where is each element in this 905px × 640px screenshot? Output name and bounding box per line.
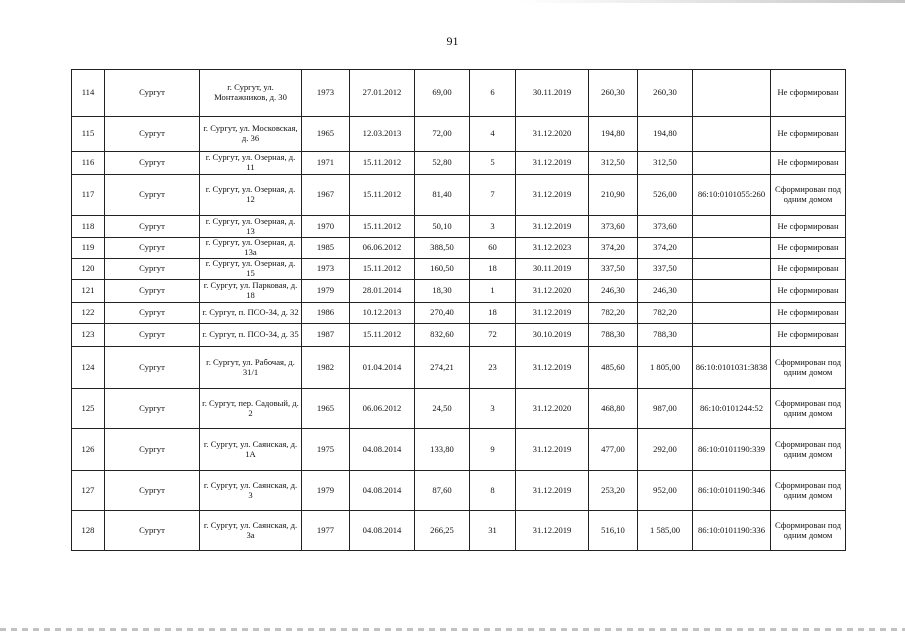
cell-city: Сургут <box>105 324 200 347</box>
table-row <box>72 117 846 152</box>
cell-year: 1970 <box>302 216 350 238</box>
cell-city: Сургут <box>105 280 200 303</box>
cell-area: 87,60 <box>415 471 470 511</box>
table-row <box>72 303 846 324</box>
cell-value2: 337,50 <box>638 259 693 280</box>
cell-date2: 30.10.2019 <box>516 324 589 347</box>
cell-date2: 30.11.2019 <box>516 70 589 117</box>
cell-date1: 27.01.2012 <box>350 70 415 117</box>
cell-count: 18 <box>470 303 516 324</box>
table-row <box>72 347 846 389</box>
cell-status: Не сформирован <box>771 117 846 152</box>
cell-value2: 312,50 <box>638 152 693 175</box>
cell-date2: 31.12.2019 <box>516 175 589 216</box>
cell-number: 128 <box>72 511 105 551</box>
cell-city: Сургут <box>105 429 200 471</box>
cell-date2: 31.12.2019 <box>516 347 589 389</box>
cell-date1: 15.11.2012 <box>350 259 415 280</box>
cell-city: Сургут <box>105 70 200 117</box>
cell-date1: 15.11.2012 <box>350 216 415 238</box>
cell-cadastral <box>693 117 771 152</box>
cell-date1: 04.08.2014 <box>350 511 415 551</box>
cell-status: Не сформирован <box>771 152 846 175</box>
cell-count: 9 <box>470 429 516 471</box>
table-row <box>72 70 846 117</box>
cell-count: 23 <box>470 347 516 389</box>
cell-status: Не сформирован <box>771 324 846 347</box>
cell-date1: 15.11.2012 <box>350 324 415 347</box>
table-row <box>72 429 846 471</box>
cell-year: 1985 <box>302 238 350 259</box>
cell-cadastral: 86:10:0101190:336 <box>693 511 771 551</box>
cell-status: Не сформирован <box>771 303 846 324</box>
table-row <box>72 238 846 259</box>
cell-number: 127 <box>72 471 105 511</box>
cell-status: Сформирован под одним домом <box>771 471 846 511</box>
cell-date2: 31.12.2020 <box>516 280 589 303</box>
cell-value1: 374,20 <box>589 238 638 259</box>
cell-cadastral: 86:10:0101190:339 <box>693 429 771 471</box>
cell-value2: 292,00 <box>638 429 693 471</box>
cell-area: 69,00 <box>415 70 470 117</box>
cell-date2: 31.12.2023 <box>516 238 589 259</box>
cell-year: 1979 <box>302 471 350 511</box>
cell-area: 52,80 <box>415 152 470 175</box>
cell-date1: 15.11.2012 <box>350 152 415 175</box>
cell-cadastral: 86:10:0101055:260 <box>693 175 771 216</box>
table-row <box>72 511 846 551</box>
cell-value1: 260,30 <box>589 70 638 117</box>
cell-date2: 31.12.2019 <box>516 152 589 175</box>
cell-address: г. Сургут, ул. Монтажников, д. 30 <box>200 70 302 117</box>
cell-count: 3 <box>470 389 516 429</box>
cell-date1: 28.01.2014 <box>350 280 415 303</box>
cell-number: 123 <box>72 324 105 347</box>
cell-date2: 30.11.2019 <box>516 259 589 280</box>
cell-date1: 10.12.2013 <box>350 303 415 324</box>
table-row <box>72 471 846 511</box>
cell-date1: 12.03.2013 <box>350 117 415 152</box>
cell-status: Сформирован под одним домом <box>771 175 846 216</box>
cell-city: Сургут <box>105 238 200 259</box>
cell-value2: 194,80 <box>638 117 693 152</box>
cell-value1: 468,80 <box>589 389 638 429</box>
cell-year: 1965 <box>302 389 350 429</box>
cell-date2: 31.12.2019 <box>516 429 589 471</box>
cell-city: Сургут <box>105 389 200 429</box>
cell-year: 1986 <box>302 303 350 324</box>
cell-date2: 31.12.2019 <box>516 216 589 238</box>
cell-area: 266,25 <box>415 511 470 551</box>
cell-value2: 246,30 <box>638 280 693 303</box>
cell-status: Не сформирован <box>771 216 846 238</box>
cell-value2: 987,00 <box>638 389 693 429</box>
cell-number: 114 <box>72 70 105 117</box>
cell-area: 50,10 <box>415 216 470 238</box>
cell-city: Сургут <box>105 303 200 324</box>
cell-year: 1967 <box>302 175 350 216</box>
cell-cadastral <box>693 280 771 303</box>
cell-city: Сургут <box>105 216 200 238</box>
cell-address: г. Сургут, ул. Рабочая, д. 31/1 <box>200 347 302 389</box>
cell-cadastral: 86:10:0101244:52 <box>693 389 771 429</box>
cell-address: г. Сургут, п. ПСО-34, д. 35 <box>200 324 302 347</box>
cell-cadastral <box>693 303 771 324</box>
cell-date2: 31.12.2019 <box>516 471 589 511</box>
cell-date2: 31.12.2019 <box>516 511 589 551</box>
table-body <box>72 70 846 551</box>
cell-count: 72 <box>470 324 516 347</box>
table-row <box>72 175 846 216</box>
cell-count: 5 <box>470 152 516 175</box>
cell-date1: 06.06.2012 <box>350 238 415 259</box>
cell-value2: 1 585,00 <box>638 511 693 551</box>
cell-year: 1979 <box>302 280 350 303</box>
cell-number: 117 <box>72 175 105 216</box>
cell-status: Не сформирован <box>771 238 846 259</box>
scan-edge-top <box>520 0 905 3</box>
cell-value2: 788,30 <box>638 324 693 347</box>
cell-address: г. Сургут, ул. Саянская, д. 1А <box>200 429 302 471</box>
cell-value1: 210,90 <box>589 175 638 216</box>
cell-area: 18,30 <box>415 280 470 303</box>
cell-status: Не сформирован <box>771 280 846 303</box>
cell-number: 121 <box>72 280 105 303</box>
cell-count: 6 <box>470 70 516 117</box>
cell-status: Сформирован под одним домом <box>771 347 846 389</box>
cell-cadastral <box>693 238 771 259</box>
cell-date1: 04.08.2014 <box>350 429 415 471</box>
cell-value1: 337,50 <box>589 259 638 280</box>
cell-year: 1973 <box>302 259 350 280</box>
cell-value1: 246,30 <box>589 280 638 303</box>
cell-value2: 526,00 <box>638 175 693 216</box>
cell-address: г. Сургут, ул. Озерная, д. 12 <box>200 175 302 216</box>
cell-value1: 485,60 <box>589 347 638 389</box>
cell-value1: 788,30 <box>589 324 638 347</box>
cell-address: г. Сургут, ул. Озерная, д. 13а <box>200 238 302 259</box>
cell-cadastral <box>693 259 771 280</box>
cell-date1: 01.04.2014 <box>350 347 415 389</box>
cell-number: 124 <box>72 347 105 389</box>
cell-value1: 782,20 <box>589 303 638 324</box>
cell-area: 270,40 <box>415 303 470 324</box>
cell-area: 72,00 <box>415 117 470 152</box>
cell-area: 274,21 <box>415 347 470 389</box>
cell-status: Сформирован под одним домом <box>771 511 846 551</box>
cell-city: Сургут <box>105 259 200 280</box>
cell-year: 1973 <box>302 70 350 117</box>
cell-count: 8 <box>470 471 516 511</box>
cell-value1: 194,80 <box>589 117 638 152</box>
cell-address: г. Сургут, ул. Озерная, д. 11 <box>200 152 302 175</box>
cell-value2: 782,20 <box>638 303 693 324</box>
cell-number: 125 <box>72 389 105 429</box>
cell-status: Сформирован под одним домом <box>771 429 846 471</box>
cell-value1: 312,50 <box>589 152 638 175</box>
cell-area: 160,50 <box>415 259 470 280</box>
cell-count: 7 <box>470 175 516 216</box>
cell-address: г. Сургут, ул. Саянская, д. 3 <box>200 471 302 511</box>
table-row <box>72 280 846 303</box>
cell-year: 1965 <box>302 117 350 152</box>
cell-number: 119 <box>72 238 105 259</box>
page-number: 91 <box>446 34 459 48</box>
cell-cadastral <box>693 152 771 175</box>
cell-address: г. Сургут, ул. Парковая, д. 18 <box>200 280 302 303</box>
cell-count: 18 <box>470 259 516 280</box>
cell-value2: 373,60 <box>638 216 693 238</box>
cell-number: 116 <box>72 152 105 175</box>
cell-value1: 253,20 <box>589 471 638 511</box>
cell-date2: 31.12.2020 <box>516 117 589 152</box>
cell-value1: 516,10 <box>589 511 638 551</box>
cell-date1: 06.06.2012 <box>350 389 415 429</box>
cell-count: 1 <box>470 280 516 303</box>
cell-year: 1987 <box>302 324 350 347</box>
cell-count: 31 <box>470 511 516 551</box>
cell-date1: 04.08.2014 <box>350 471 415 511</box>
cell-number: 118 <box>72 216 105 238</box>
cell-city: Сургут <box>105 511 200 551</box>
cell-area: 388,50 <box>415 238 470 259</box>
cell-area: 81,40 <box>415 175 470 216</box>
cell-cadastral: 86:10:0101031:3838 <box>693 347 771 389</box>
cell-value2: 374,20 <box>638 238 693 259</box>
cell-count: 4 <box>470 117 516 152</box>
cell-count: 60 <box>470 238 516 259</box>
cell-area: 832,60 <box>415 324 470 347</box>
table-row <box>72 259 846 280</box>
cell-city: Сургут <box>105 117 200 152</box>
cell-year: 1971 <box>302 152 350 175</box>
cell-value1: 373,60 <box>589 216 638 238</box>
cell-date1: 15.11.2012 <box>350 175 415 216</box>
cell-status: Не сформирован <box>771 70 846 117</box>
cell-value2: 260,30 <box>638 70 693 117</box>
cell-number: 122 <box>72 303 105 324</box>
cell-city: Сургут <box>105 175 200 216</box>
scan-edge-bottom <box>0 628 905 631</box>
table-row <box>72 152 846 175</box>
cell-year: 1977 <box>302 511 350 551</box>
table-row <box>72 389 846 429</box>
housing-registry-table <box>71 69 846 551</box>
cell-city: Сургут <box>105 152 200 175</box>
cell-address: г. Сургут, ул. Саянская, д. 3а <box>200 511 302 551</box>
cell-date2: 31.12.2020 <box>516 389 589 429</box>
cell-year: 1975 <box>302 429 350 471</box>
cell-city: Сургут <box>105 347 200 389</box>
cell-date2: 31.12.2019 <box>516 303 589 324</box>
cell-value2: 1 805,00 <box>638 347 693 389</box>
cell-address: г. Сургут, пер. Садовый, д. 2 <box>200 389 302 429</box>
cell-count: 3 <box>470 216 516 238</box>
cell-value1: 477,00 <box>589 429 638 471</box>
cell-cadastral <box>693 70 771 117</box>
cell-number: 120 <box>72 259 105 280</box>
cell-cadastral <box>693 324 771 347</box>
cell-address: г. Сургут, ул. Озерная, д. 15 <box>200 259 302 280</box>
cell-number: 115 <box>72 117 105 152</box>
cell-number: 126 <box>72 429 105 471</box>
cell-address: г. Сургут, ул. Озерная, д. 13 <box>200 216 302 238</box>
table-row <box>72 216 846 238</box>
cell-area: 24,50 <box>415 389 470 429</box>
cell-status: Сформирован под одним домом <box>771 389 846 429</box>
table-row <box>72 324 846 347</box>
cell-area: 133,80 <box>415 429 470 471</box>
cell-value2: 952,00 <box>638 471 693 511</box>
cell-cadastral: 86:10:0101190:346 <box>693 471 771 511</box>
cell-address: г. Сургут, ул. Московская, д. 36 <box>200 117 302 152</box>
cell-status: Не сформирован <box>771 259 846 280</box>
cell-year: 1982 <box>302 347 350 389</box>
cell-city: Сургут <box>105 471 200 511</box>
cell-address: г. Сургут, п. ПСО-34, д. 32 <box>200 303 302 324</box>
cell-cadastral <box>693 216 771 238</box>
